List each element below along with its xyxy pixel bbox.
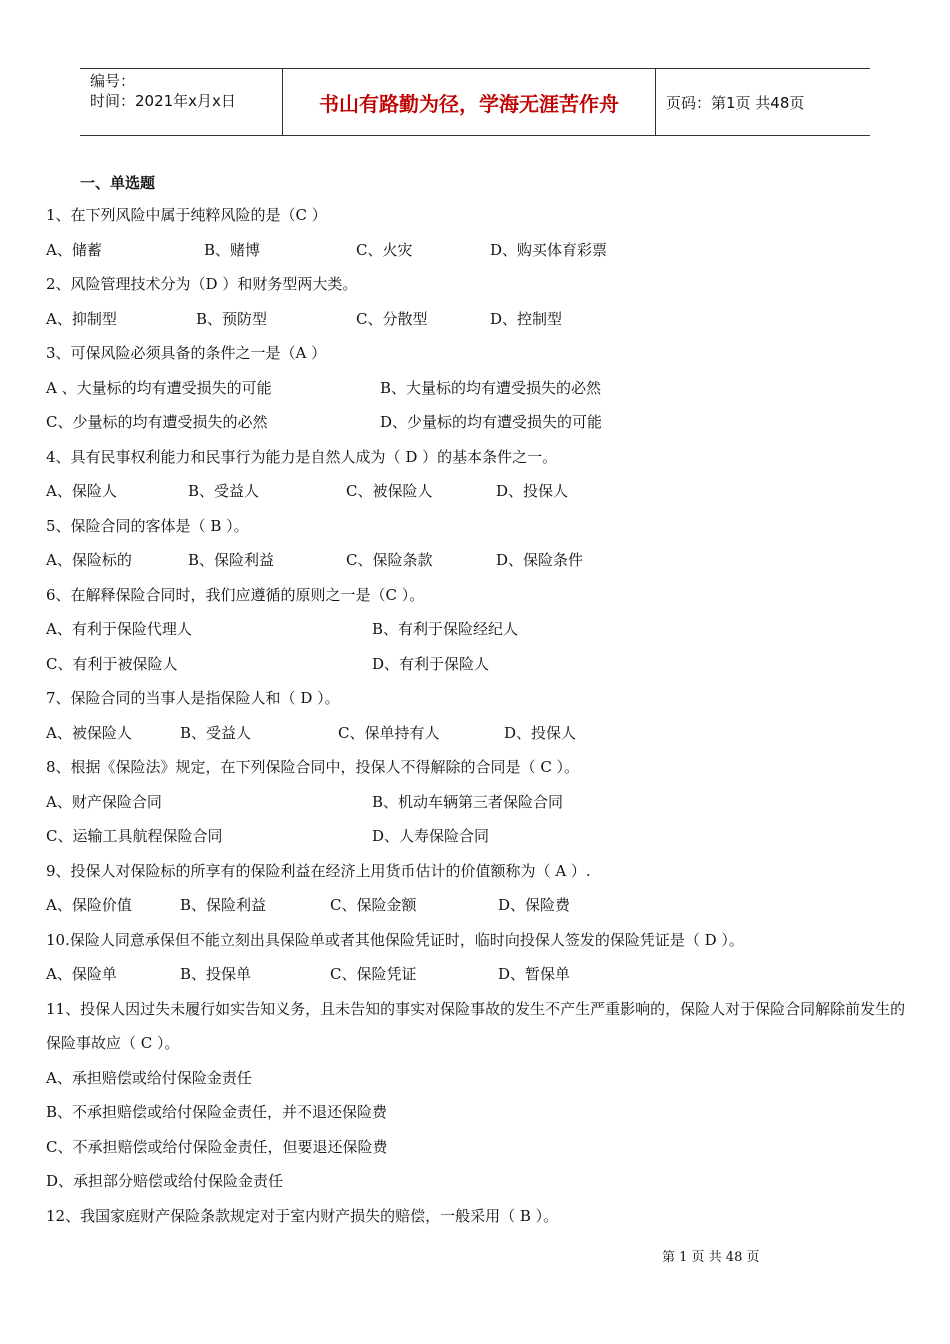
options-9 — [46, 888, 916, 923]
option-a: A、财产保险合同 — [46, 792, 162, 811]
options-7 — [46, 716, 916, 751]
options-8b — [46, 819, 916, 854]
option-b: B、受益人 — [180, 723, 252, 742]
options-2 — [46, 302, 916, 337]
option-a: A、抑制型 — [46, 309, 117, 328]
question-10: 10.保险人同意承保但不能立刻出具保险单或者其他保险凭证时，临时向投保人签发的保险凭证是（ D ）。 — [46, 930, 744, 949]
option-d: D、投保人 — [504, 723, 577, 742]
option-d: D、购买体育彩票 — [490, 240, 608, 259]
option-d: D、保险费 — [498, 896, 571, 914]
option-b: B、保险利益 — [188, 551, 275, 569]
question-1: 1、在下列风险中属于纯粹风险的是（C ） — [46, 206, 327, 224]
option-b: B、保险利益 — [180, 896, 267, 914]
option-d: D、有利于保险人 — [372, 654, 490, 673]
option-b: B、大量标的均有遭受损失的必然 — [380, 378, 602, 397]
option-a: A、保险标的 — [46, 551, 132, 569]
option-a: A、有利于保险代理人 — [46, 620, 192, 638]
option-c: C、保险凭证 — [330, 965, 417, 983]
option-d: D、保险条件 — [496, 551, 584, 569]
option-a: A、保险单 — [46, 965, 117, 983]
option-d: D、承担部分赔偿或给付保险金责任 — [46, 1172, 284, 1190]
option-d: D、投保人 — [496, 482, 569, 500]
option-b: B、不承担赔偿或给付保险金责任，并不退还保险费 — [46, 1103, 388, 1121]
option-a: A、承担赔偿或给付保险金责任 — [46, 1068, 252, 1087]
option-c: C、少量标的均有遭受损失的必然 — [46, 413, 268, 431]
option-c: C、有利于被保险人 — [46, 654, 178, 673]
question-7: 7、保险合同的当事人是指保险人和（ D ）。 — [46, 689, 340, 707]
options-6a — [46, 612, 916, 647]
number-label: 编号： — [90, 72, 136, 90]
option-b: B、赌博 — [204, 240, 261, 259]
options-10 — [46, 957, 916, 992]
option-a: A、储蓄 — [46, 240, 102, 259]
header-meta — [80, 69, 282, 135]
option-c: C、火灾 — [356, 240, 413, 259]
options-6b — [46, 647, 916, 682]
options-3a — [46, 371, 916, 406]
option-c: C、分散型 — [356, 309, 428, 328]
section-title: 一、单选题 — [80, 174, 156, 192]
option-a: A 、大量标的均有遭受损失的可能 — [46, 378, 272, 397]
time-label: 时间：2021年x月x日 — [90, 92, 236, 110]
question-9: 9、投保人对保险标的所享有的保险利益在经济上用货币估计的价值额称为（ A ）. — [46, 861, 591, 880]
options-1 — [46, 233, 916, 268]
page-label: 页码：第1页 共48页 — [666, 93, 805, 112]
option-a: A、保险人 — [46, 482, 117, 500]
question-4: 4、具有民事权利能力和民事行为能力是自然人成为（ D ）的基本条件之一。 — [46, 447, 558, 466]
options-4 — [46, 474, 916, 509]
question-5: 5、保险合同的客体是（ B ）。 — [46, 516, 249, 535]
document-header — [80, 68, 870, 136]
question-12: 12、我国家庭财产保险条款规定对于室内财产损失的赔偿，一般采用（ B ）。 — [46, 1206, 559, 1225]
motto: 书山有路勤为径，学海无涯苦作舟 — [282, 69, 656, 135]
question-list — [46, 168, 916, 1233]
option-c: C、不承担赔偿或给付保险金责任，但要退还保险费 — [46, 1137, 388, 1156]
option-d: D、控制型 — [490, 309, 563, 328]
options-5 — [46, 543, 916, 578]
option-c: C、保险金额 — [330, 896, 417, 914]
options-3b — [46, 405, 916, 440]
option-d: D、暂保单 — [498, 965, 571, 983]
option-d: D、少量标的均有遭受损失的可能 — [380, 413, 603, 431]
option-c: C、被保险人 — [346, 482, 433, 500]
question-8: 8、根据《保险法》规定，在下列保险合同中，投保人不得解除的合同是（ C ）。 — [46, 758, 580, 776]
option-a: A、被保险人 — [46, 723, 132, 742]
question-11: 11、投保人因过失未履行如实告知义务，且未告知的事实对保险事故的发生不产生严重影响的，保险人对于保险合同解除前发生的保险事故应（ C ）。 — [46, 999, 906, 1052]
options-8a — [46, 785, 916, 820]
option-b: B、有利于保险经纪人 — [372, 620, 519, 638]
option-b: B、预防型 — [196, 309, 268, 328]
option-b: B、受益人 — [188, 482, 260, 500]
option-c: C、运输工具航程保险合同 — [46, 827, 223, 845]
option-b: B、投保单 — [180, 965, 252, 983]
question-2: 2、风险管理技术分为（D ）和财务型两大类。 — [46, 275, 358, 293]
option-b: B、机动车辆第三者保险合同 — [372, 792, 564, 811]
option-c: C、保单持有人 — [338, 723, 440, 742]
option-d: D、人寿保险合同 — [372, 827, 490, 845]
option-a: A、保险价值 — [46, 896, 132, 914]
question-6: 6、在解释保险合同时，我们应遵循的原则之一是（C ）。 — [46, 585, 425, 604]
page-footer: 第 1 页 共 48 页 — [662, 1250, 760, 1265]
question-3: 3、可保风险必须具备的条件之一是（A ） — [46, 344, 327, 362]
option-c: C、保险条款 — [346, 551, 433, 569]
